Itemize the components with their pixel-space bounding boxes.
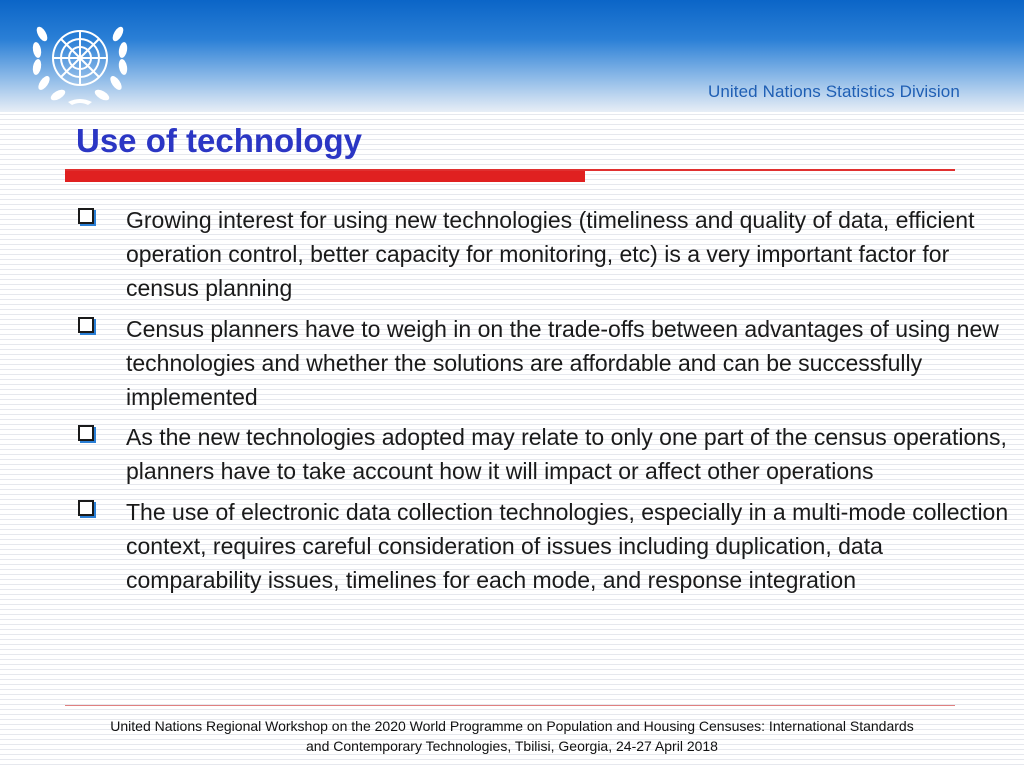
bullet-text: Census planners have to weigh in on the trade-offs between advantages of using new technologies and whether the solutions are affordable and can be successfully implemented	[126, 315, 999, 411]
un-emblem-icon	[28, 12, 132, 108]
footer-divider	[65, 705, 955, 706]
bullet-text: Growing interest for using new technologies (timeliness and quality of data, efficient operation control, better capacity for monitoring, etc) is a very important factor for census planning	[126, 207, 975, 302]
header-banner	[0, 0, 1024, 112]
title-divider-accent	[65, 171, 585, 182]
bullet-text: The use of electronic data collection technologies, especially in a multi-mode collection context, requires careful consideration of issues including duplication, data comparability issues, timelines for each mode, and response integration	[126, 498, 1009, 594]
checkbox-bullet-icon	[78, 425, 94, 441]
list-item	[74, 420, 1010, 488]
checkbox-bullet-icon	[78, 500, 94, 516]
footer-line-1: United Nations Regional Workshop on the 2020 World Programme on Population and Housing Censuses: International Standards	[110, 718, 914, 734]
bullet-list	[74, 203, 1010, 603]
bullet-text: As the new technologies adopted may relate to only one part of the census operations, planners have to take account how it will impact or affect other operations	[126, 424, 1007, 485]
list-item	[74, 203, 1010, 306]
slide-title: Use of technology	[76, 122, 363, 159]
checkbox-bullet-icon	[78, 208, 94, 224]
org-name: United Nations Statistics Division	[708, 82, 960, 101]
list-item	[74, 312, 1010, 415]
footer-line-2: and Contemporary Technologies, Tbilisi, Georgia, 24-27 April 2018	[306, 738, 718, 754]
checkbox-bullet-icon	[78, 317, 94, 333]
list-item	[74, 495, 1010, 598]
footer	[40, 716, 984, 756]
